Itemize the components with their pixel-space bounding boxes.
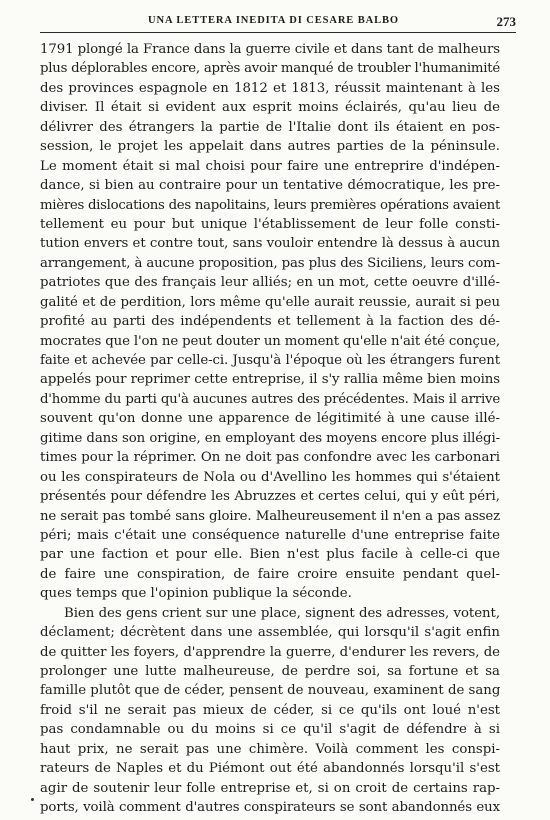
text-line: 1791 plongé la France dans la guerre civile et dans tant de malheurs <box>40 42 500 57</box>
text-line: souvent qu'on donne une apparence de légitimité à une cause illé- <box>40 411 500 427</box>
text-line: déclament; décrètent dans une assemblée, qui lorsqu'il s'agit enfin <box>40 625 500 641</box>
text-line: famille plutôt que de céder, pensent de nouveau, examinent de sang <box>40 683 501 699</box>
text-line: de quitter les foyers, d'apprendre la guerre, d'endurer les revers, de <box>40 644 500 660</box>
text-line: haut prix, ne serait pas une chimère. Voilà comment les conspi- <box>40 741 500 757</box>
text-line: d'homme du parti qu'à aucunes autres des précédentes. Mais il arrive <box>40 391 500 407</box>
text-line: mocrates que l'on ne peut douter un moment qu'elle n'ait été conçue, <box>40 333 500 349</box>
text-line: délivrer des étrangers la partie de l'Italie dont ils étaient en pos- <box>40 119 500 135</box>
text-line: Bien des gens crient sur une place, signent des adresses, votent, <box>64 605 500 621</box>
text-line: présentés pour défendre les Abruzzes et certes celui, qui y eût péri, <box>40 489 500 505</box>
text-line: dance, si bien au contraire pour un tentative démocratique, les pre- <box>40 178 500 194</box>
text-line: tellement eu pour but unique l'établissement de leur folle consti- <box>40 216 500 232</box>
text-line: ports, voilà comment d'autres conspirateurs se sont abandonnés eux <box>40 800 500 816</box>
running-title: UNA LETTERA INEDITA DI CESARE BALBO <box>148 15 399 26</box>
text-line: Le moment était si mal choisi pour faire une entreprire d'indépen- <box>40 158 500 174</box>
text-line: par une faction et pour elle. Bien n'est plus facile à celle-ci que <box>40 547 500 563</box>
text-line: des provinces espagnole en 1812 et 1813, réussit maintenant à les <box>40 80 500 96</box>
text-line: diviser. Il était si evident aux esprit moins éclairés, qu'au lieu de <box>40 100 500 116</box>
text-line: ne serait pas tombé sans gloire. Malheureusement il n'en a pas assez <box>40 508 500 524</box>
text-line: galité et de perdition, lors même qu'elle aurait reussie, aurait si peu <box>40 294 500 310</box>
page-number: 273 <box>496 14 516 29</box>
text-line: mières dislocations des napolitains, leurs premières opérations avaient <box>40 197 500 213</box>
text-line: faite et achevée par celle-ci. Jusqu'à l'époque où les étrangers furent <box>40 353 500 368</box>
text-line: pas condamnable ou du moins si ce qu'il s'agit de défendre à si <box>40 722 500 738</box>
text-line: ou les conspirateurs de Nola ou d'Avellino les hommes qui s'étaient <box>40 469 500 485</box>
text-line: session, le projet les appelait dans autres parties de la péninsule. <box>40 139 500 155</box>
text-line: péri; mais c'était une conséquence naturelle d'une entreprise faite <box>40 527 500 543</box>
running-header <box>40 12 516 33</box>
body-text <box>40 40 500 818</box>
text-line: patriotes que des français leur alliés; en un mot, cette oeuvre d'illé- <box>40 275 500 291</box>
text-line: froid s'il ne serait pas mieux de céder, si ce qu'ils ont loué n'est <box>40 702 500 718</box>
text-line: prolonger une lutte malheureuse, de perdre soi, sa fortune et sa <box>40 664 500 679</box>
text-line: gitime dans son origine, en employant des moyens encore plus illégi- <box>40 430 500 446</box>
text-line: de faire une conspiration, de faire croire ensuite pendant quel- <box>40 566 500 582</box>
text-line: times pour la réprimer. On ne doit pas confondre avec les carbonari <box>40 450 500 466</box>
text-line: rateurs de Naples et du Piémont out été abandonnés lorsqu'il s'est <box>40 761 500 777</box>
text-line: arrangement, à aucune proposition, pas plus des Siciliens, leurs com- <box>40 255 500 271</box>
text-line: agir de soutenir leur folle entreprise et, si on croit de certains rap- <box>40 780 500 796</box>
text-line: appelés pour reprimer cette entreprise, il s'y rallia même bien moins <box>40 372 500 388</box>
text-line: ques temps que l'opinion publique la séconde. <box>40 586 352 602</box>
text-line: tution envers et contre tout, sans vouloir entendre là dessus à aucun <box>40 236 500 252</box>
text-line: plus déplorables encore, après avoir manqué de troubler l'humanimité <box>40 61 500 77</box>
text-line: profité au parti des indépendents et tellement à la faction des dé- <box>40 314 500 330</box>
margin-ink-mark <box>31 798 34 801</box>
